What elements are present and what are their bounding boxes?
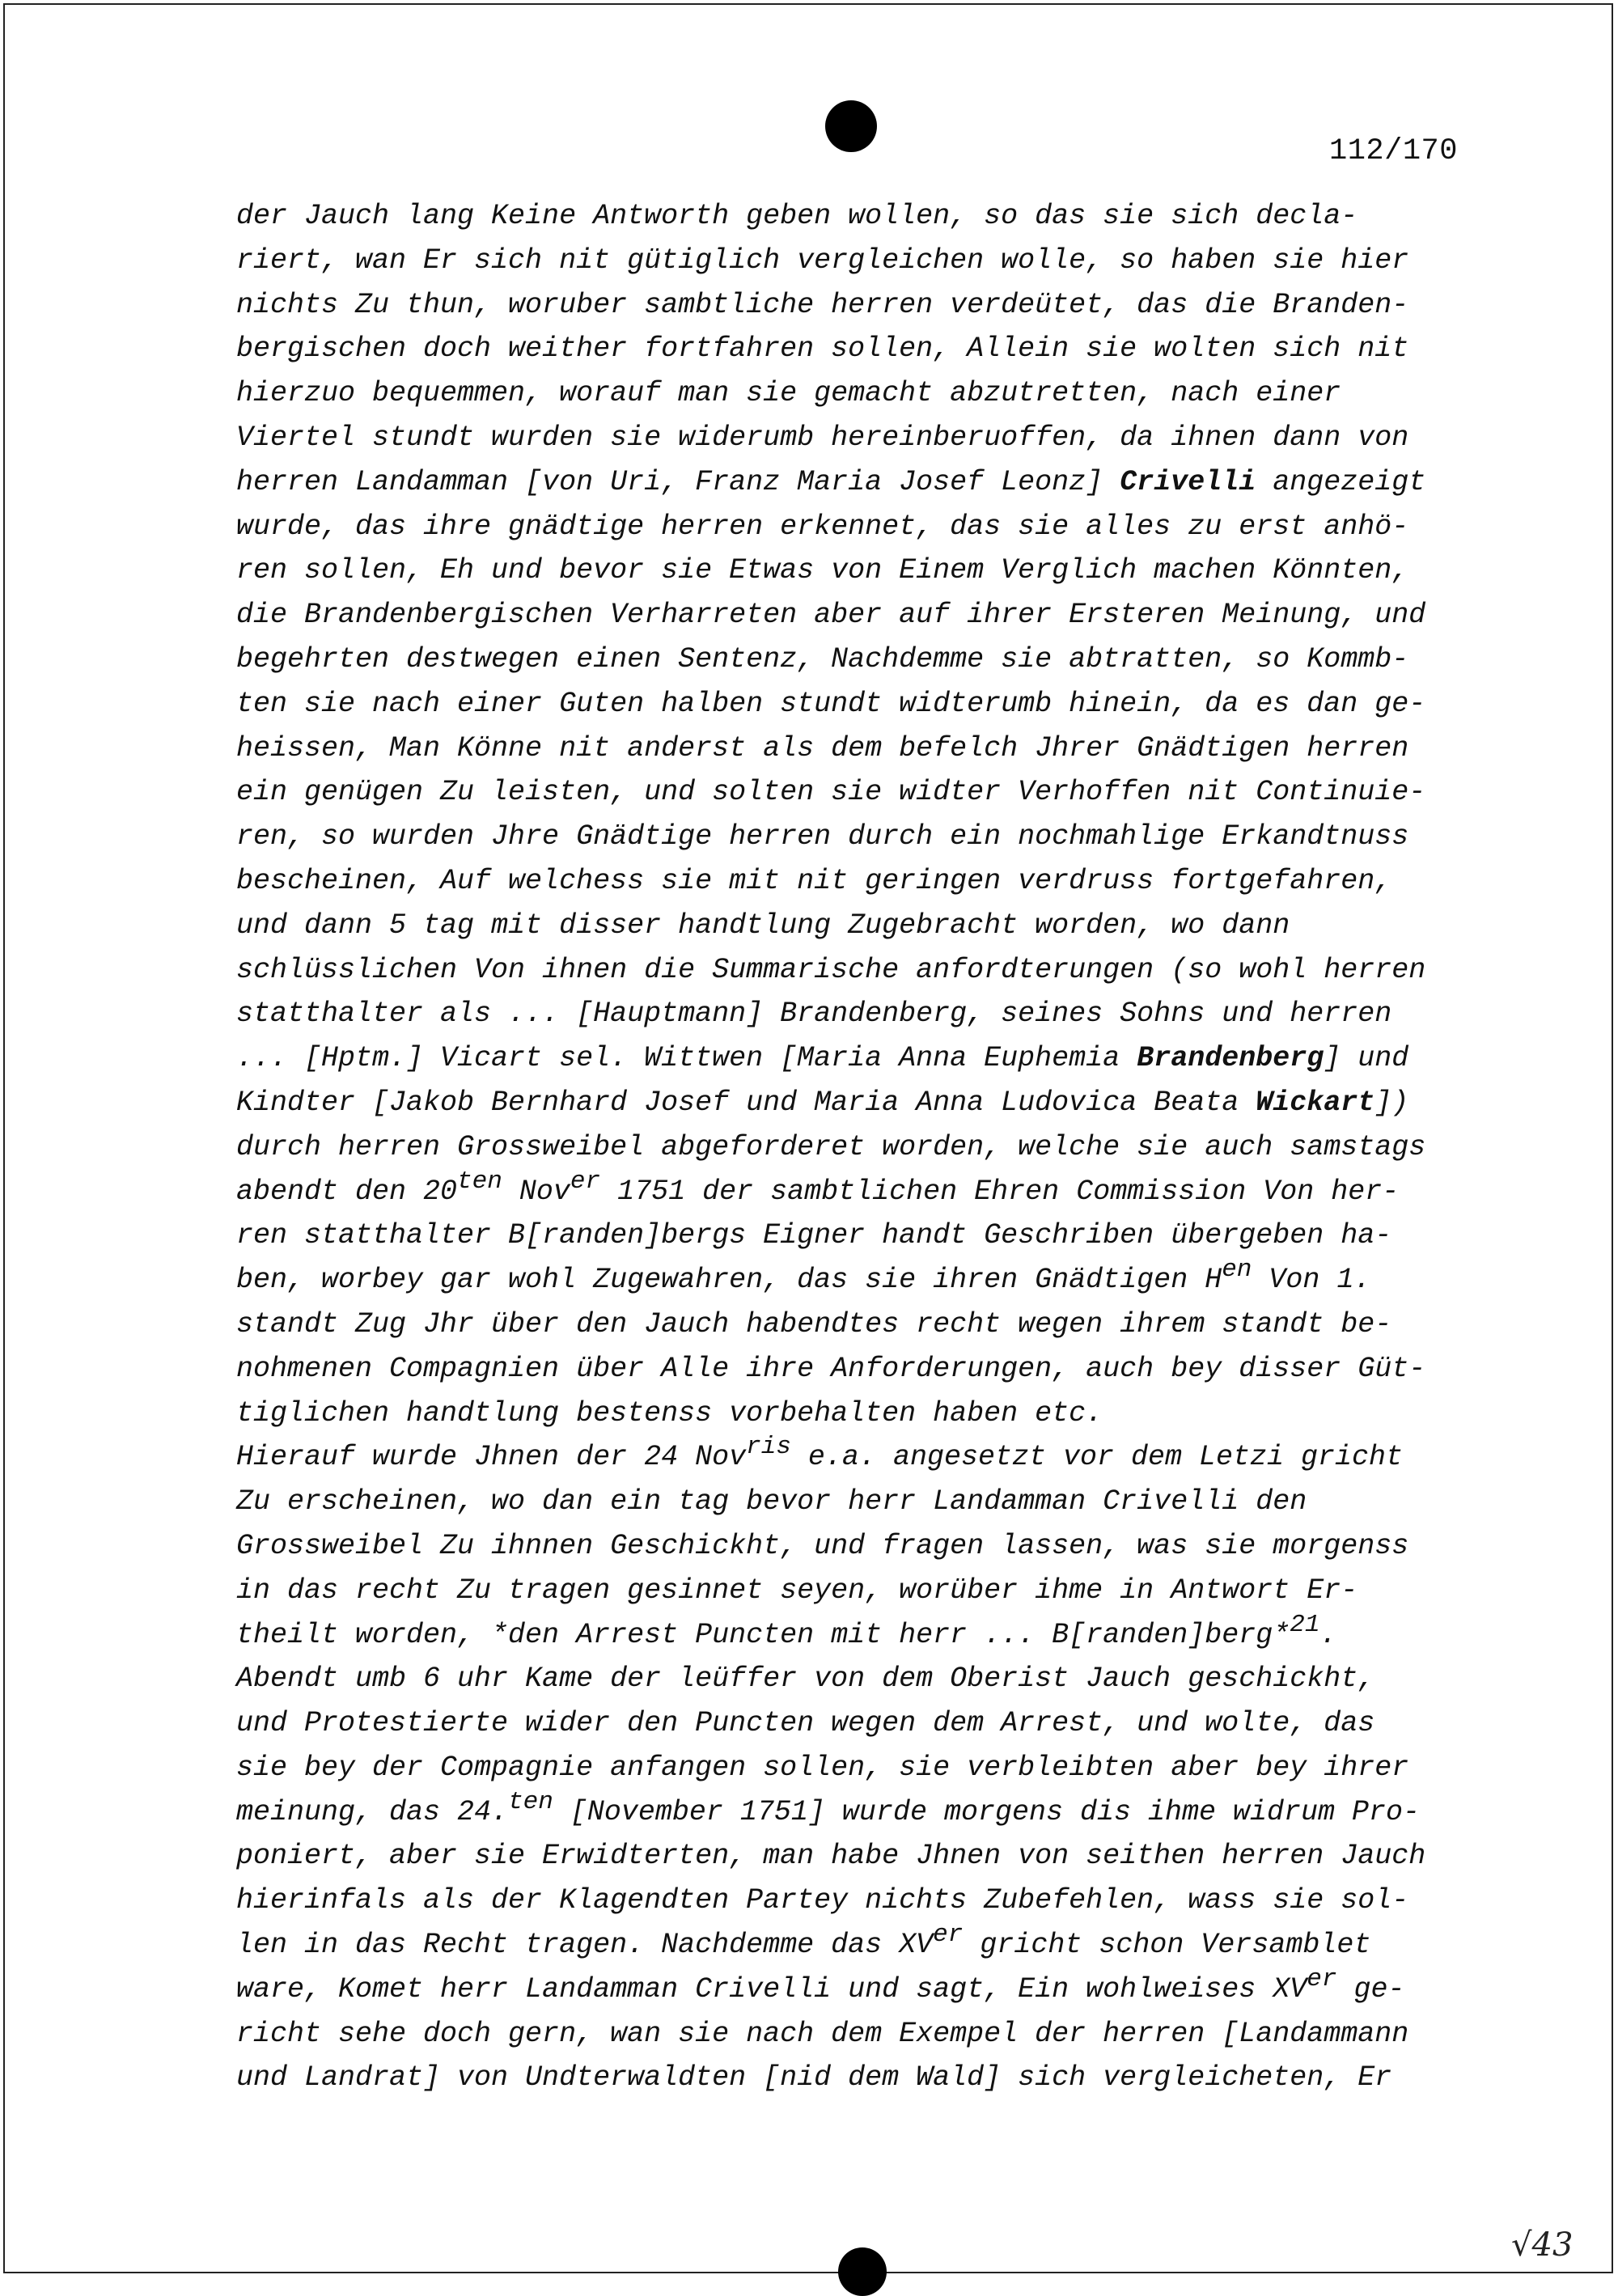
text-run: ware, Komet herr Landamman Crivelli und sagt, Ein wohlweises XV	[236, 1972, 1307, 2006]
text-line	[236, 859, 1474, 904]
page-number: 112/170	[1329, 134, 1458, 168]
text-line	[236, 1303, 1474, 1347]
superscript: ten	[508, 1787, 553, 1816]
handwritten-page-mark: √43	[1511, 2226, 1574, 2264]
text-run: statthalter als ... [Hauptmann] Brandenberg, seines Sohns und herren	[236, 998, 1392, 1031]
text-run: abendt den 20	[236, 1175, 458, 1208]
text-line	[236, 1569, 1474, 1613]
text-run: ... [Hptm.] Vicart sel. Wittwen [Maria Anna Euphemia	[236, 1042, 1137, 1075]
text-run: riert, wan Er sich nit gütiglich vergleichen wolle, so haben sie hier	[236, 244, 1409, 277]
text-line	[236, 770, 1474, 815]
superscript: en	[1222, 1256, 1252, 1285]
text-run: der Jauch lang Keine Antworth geben wollen, so das sie sich decla-	[236, 200, 1358, 232]
text-line	[236, 948, 1474, 993]
text-line	[236, 239, 1474, 283]
text-line	[236, 1879, 1474, 1923]
text-run: Abendt umb 6 uhr Kame der leüffer von dem Oberist Jauch geschickht,	[236, 1663, 1375, 1696]
text-run: angezeigt	[1256, 465, 1426, 498]
text-run: nohmenen Compagnien über Alle ihre Anforderungen, auch bey disser Güt-	[236, 1352, 1426, 1385]
text-line	[236, 1701, 1474, 1746]
text-run: 1751 der sambtlichen Ehren Commission Von her-	[600, 1175, 1400, 1208]
text-run: und dann 5 tag mit disser handtlung Zugebracht worden, wo dann	[236, 909, 1290, 942]
text-line	[236, 904, 1474, 948]
text-run: [November 1751] wurde morgens dis ihme widrum Pro-	[553, 1795, 1421, 1828]
text-line	[236, 416, 1474, 460]
text-run: ten sie nach einer Guten halben stundt widterumb hinein, da es dan ge-	[236, 687, 1426, 720]
text-line	[236, 1214, 1474, 1258]
text-run: Grossweibel Zu ihnnen Geschickht, und fragen lassen, was sie morgenss	[236, 1529, 1409, 1562]
text-line	[236, 194, 1474, 239]
text-line	[236, 283, 1474, 328]
text-run: begehrten destwegen einen Sentenz, Nachdemme sie abtratten, so Kommb-	[236, 642, 1409, 676]
text-line	[236, 549, 1474, 593]
superscript: er	[933, 1921, 964, 1950]
text-run: ge-	[1336, 1972, 1405, 2006]
text-run: ein genügen Zu leisten, und solten sie widter Verhoffen nit Continuie-	[236, 776, 1426, 809]
text-run: gricht schon Versamblet	[963, 1929, 1371, 1962]
superscript: ten	[457, 1167, 502, 1196]
text-line	[236, 371, 1474, 416]
text-run: meinung, das 24.	[236, 1795, 509, 1828]
text-line	[236, 593, 1474, 638]
text-run: wurde, das ihre gnädtige herren erkennet, das sie alles zu erst anhö-	[236, 510, 1409, 543]
punch-hole-top	[825, 100, 877, 152]
text-line	[236, 1746, 1474, 1790]
bold-name: Crivelli	[1120, 465, 1256, 498]
text-run: Von 1.	[1252, 1264, 1371, 1297]
text-run: bergischen doch weither fortfahren sollen, Allein sie wolten sich nit	[236, 333, 1409, 366]
text-line	[236, 815, 1474, 859]
text-run: ren statthalter B[randen]bergs Eigner handt Geschriben übergeben ha-	[236, 1219, 1392, 1252]
text-line	[236, 1524, 1474, 1569]
superscript: ris	[746, 1433, 791, 1462]
superscript: er	[1307, 1964, 1337, 1993]
text-run: ben, worbey gar wohl Zugewahren, das sie ihren Gnädtigen H	[236, 1264, 1222, 1297]
text-line	[236, 1964, 1474, 2012]
text-run: len in das Recht tragen. Nachdemme das XV	[236, 1929, 934, 1962]
text-run: Hierauf wurde Jhnen der 24 Nov	[236, 1441, 747, 1474]
text-run: e.a. angesetzt vor dem Letzi gricht	[790, 1441, 1404, 1474]
text-line	[236, 1081, 1474, 1125]
text-line	[236, 2012, 1474, 2057]
text-run: durch herren Grossweibel abgeforderet worden, welche sie auch samstags	[236, 1130, 1426, 1163]
text-run: und Protestierte wider den Puncten wegen dem Arrest, und wolte, das	[236, 1707, 1375, 1740]
text-line	[236, 505, 1474, 549]
text-line	[236, 1036, 1474, 1081]
text-run: in das recht Zu tragen gesinnet seyen, worüber ihme in Antwort Er-	[236, 1574, 1358, 1607]
text-line	[236, 1834, 1474, 1879]
bold-name: Brandenberg	[1137, 1042, 1324, 1075]
text-run: herren Landamman [von Uri, Franz Maria Josef Leonz]	[236, 465, 1120, 498]
text-run: Viertel stundt wurden sie widerumb hereinberuoffen, da ihnen dann von	[236, 421, 1409, 454]
text-run: schlüsslichen Von ihnen die Summarische anfordterungen (so wohl herren	[236, 953, 1426, 986]
text-run: Nov	[502, 1175, 570, 1208]
text-line	[236, 1258, 1474, 1303]
text-line	[236, 1923, 1474, 1968]
text-line	[236, 1392, 1474, 1436]
bold-name: Wickart	[1256, 1086, 1375, 1119]
text-line	[236, 682, 1474, 727]
text-line	[236, 460, 1474, 505]
text-run: ] und	[1324, 1042, 1409, 1075]
text-run: theilt worden, *den Arrest Puncten mit herr ... B[randen]berg*	[236, 1618, 1290, 1651]
document-body	[236, 194, 1474, 2100]
text-run: nichts Zu thun, woruber sambtliche herren verdeütet, das die Branden-	[236, 288, 1409, 321]
text-run: ren, so wurden Jhre Gnädtige herren durch ein nochmahlige Erkandtnuss	[236, 820, 1409, 854]
text-run: heissen, Man Könne nit anderst als dem befelch Jhrer Gnädtigen herren	[236, 731, 1409, 765]
text-run: ren sollen, Eh und bevor sie Etwas von Einem Verglich machen Könnten,	[236, 554, 1409, 587]
text-line	[236, 1657, 1474, 1701]
superscript: 21	[1290, 1610, 1320, 1639]
text-run: tiglichen handtlung bestenss vorbehalten haben etc.	[236, 1396, 1103, 1430]
text-run: Zu erscheinen, wo dan ein tag bevor herr Landamman Crivelli den	[236, 1485, 1307, 1519]
text-run: die Brandenbergischen Verharreten aber auf ihrer Ersteren Meinung, und	[236, 599, 1426, 632]
text-run: Kindter [Jakob Bernhard Josef und Maria Anna Ludovica Beata	[236, 1086, 1256, 1119]
text-run: hierinfals als der Klagendten Partey nichts Zubefehlen, wass sie sol-	[236, 1884, 1409, 1917]
text-line	[236, 1480, 1474, 1524]
text-run: standt Zug Jhr über den Jauch habendtes recht wegen ihrem standt be-	[236, 1307, 1392, 1341]
punch-hole-bottom	[838, 2247, 887, 2296]
text-run: bescheinen, Auf welchess sie mit nit geringen verdruss fortgefahren,	[236, 864, 1392, 897]
text-line	[236, 1435, 1474, 1480]
text-line	[236, 638, 1474, 682]
text-run: hierzuo bequemmen, worauf man sie gemacht abzutretten, nach einer	[236, 377, 1341, 410]
text-run: richt sehe doch gern, wan sie nach dem Exempel der herren [Landammann	[236, 2017, 1409, 2050]
text-line	[236, 992, 1474, 1036]
text-line	[236, 1787, 1474, 1835]
text-line	[236, 1610, 1474, 1658]
text-run: sie bey der Compagnie anfangen sollen, sie verbleibten aber bey ihrer	[236, 1751, 1409, 1784]
text-line	[236, 1125, 1474, 1170]
text-line	[236, 727, 1474, 771]
text-run: ])	[1374, 1086, 1409, 1119]
text-line	[236, 327, 1474, 371]
superscript: er	[570, 1167, 601, 1196]
text-run: und Landrat] von Undterwaldten [nid dem Wald] sich vergleicheten, Er	[236, 2061, 1392, 2095]
text-line	[236, 1347, 1474, 1392]
text-line	[236, 2056, 1474, 2100]
text-run: .	[1319, 1618, 1337, 1651]
text-line	[236, 1167, 1474, 1214]
text-run: poniert, aber sie Erwidterten, man habe Jhnen von seithen herren Jauch	[236, 1840, 1426, 1873]
